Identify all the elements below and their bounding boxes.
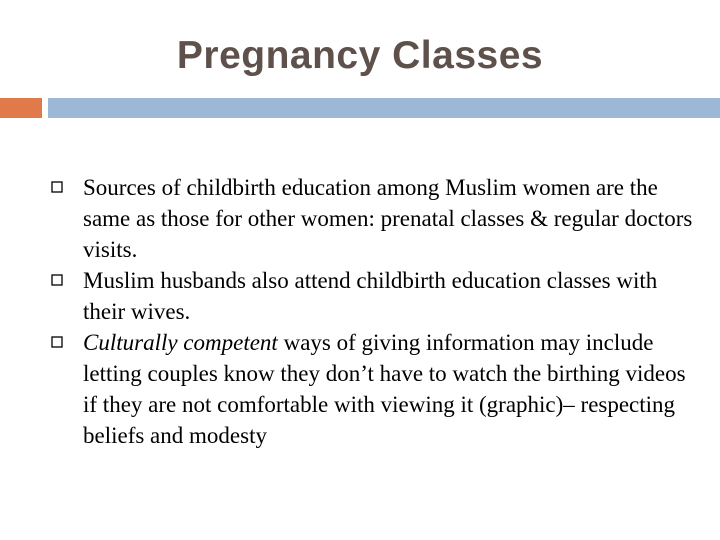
square-bullet-icon bbox=[51, 181, 63, 193]
bullet-text: Muslim husbands also attend childbirth education classes with their wives. bbox=[83, 268, 658, 324]
square-bullet-icon bbox=[51, 336, 63, 348]
bullet-item bbox=[0, 327, 720, 451]
bullet-list bbox=[0, 172, 720, 451]
bullet-item bbox=[0, 265, 720, 327]
square-bullet-icon bbox=[51, 274, 63, 286]
bullet-text: Sources of childbirth education among Muslim women are the same as those for other women: prenatal classes & regular doctors visits. bbox=[83, 175, 693, 262]
slide-title: Pregnancy Classes bbox=[176, 34, 544, 77]
title-underline-bar bbox=[48, 98, 720, 118]
bullet-text: ways of giving information may include letting couples know they don’t have to watch the birthing videos if they are not comfortable with viewing it (graphic)– respecting beliefs and modesty bbox=[83, 330, 686, 448]
title-accent-bar bbox=[0, 98, 42, 118]
bullet-emphasis: Culturally competent bbox=[83, 330, 278, 355]
bullet-item bbox=[0, 172, 720, 265]
